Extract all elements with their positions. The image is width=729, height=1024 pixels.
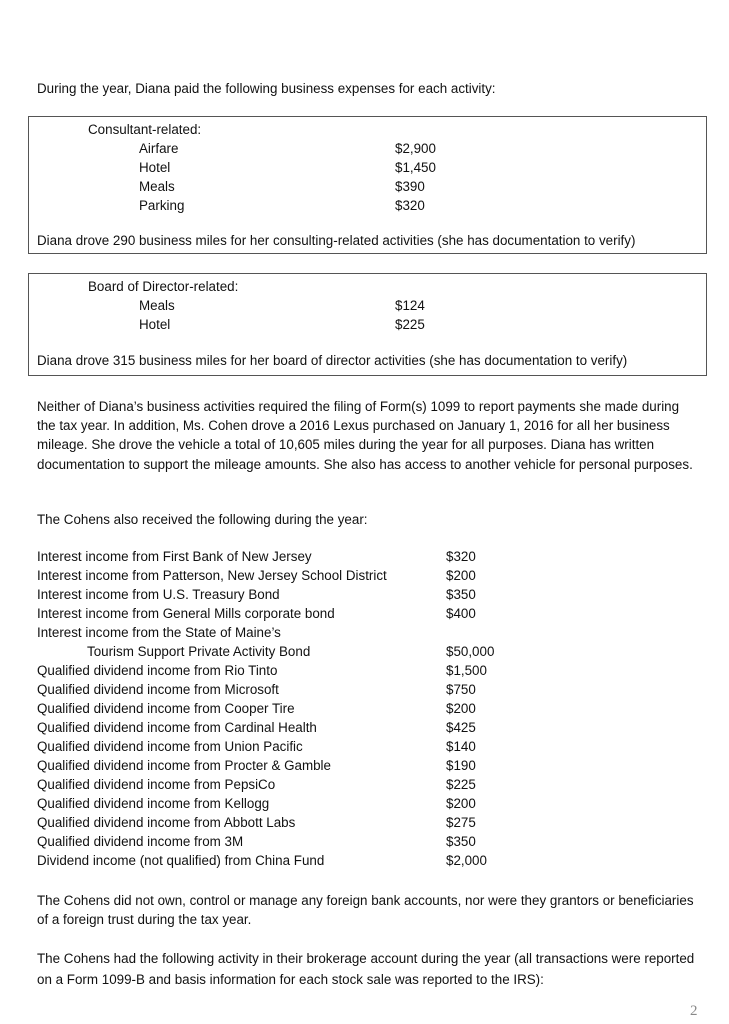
income-label: Dividend income (not qualified) from China Fund <box>37 853 325 868</box>
expense-row <box>29 141 706 160</box>
income-amount: $350 <box>446 587 476 602</box>
income-row <box>37 549 557 568</box>
page-number: 2 <box>690 1003 698 1019</box>
income-row <box>37 758 557 777</box>
expense-amount: $390 <box>395 179 425 194</box>
expense-amount: $1,450 <box>395 160 436 175</box>
expense-row <box>29 317 706 336</box>
income-row <box>37 663 557 682</box>
income-label: Tourism Support Private Activity Bond <box>87 644 311 659</box>
expense-row <box>29 179 706 198</box>
income-amount: $190 <box>446 758 476 773</box>
income-label: Qualified dividend income from Abbott Labs <box>37 815 296 830</box>
income-amount: $140 <box>446 739 476 754</box>
income-row <box>37 739 557 758</box>
board-expenses-box <box>28 273 707 376</box>
income-amount: $320 <box>446 549 476 564</box>
income-amount: $200 <box>446 796 476 811</box>
income-row <box>37 815 557 834</box>
income-row <box>37 625 557 644</box>
income-label: Qualified dividend income from Kellogg <box>37 796 270 811</box>
board-mileage-note: Diana drove 315 business miles for her board of director activities (she has documentation to verify) <box>37 353 628 368</box>
income-row <box>37 644 557 663</box>
expense-amount: $320 <box>395 198 425 213</box>
income-amount: $750 <box>446 682 476 697</box>
income-amount: $200 <box>446 701 476 716</box>
income-label: Interest income from First Bank of New Jersey <box>37 549 312 564</box>
income-label: Qualified dividend income from Microsoft <box>37 682 279 697</box>
income-label: Qualified dividend income from Rio Tinto <box>37 663 278 678</box>
expense-label: Hotel <box>139 160 171 175</box>
income-label: Qualified dividend income from PepsiCo <box>37 777 276 792</box>
income-label: Interest income from the State of Maine’s <box>37 625 281 640</box>
income-row <box>37 568 557 587</box>
expense-label: Meals <box>139 298 175 313</box>
income-amount: $275 <box>446 815 476 830</box>
expense-row <box>29 298 706 317</box>
income-amount: $2,000 <box>446 853 487 868</box>
expense-row <box>29 198 706 217</box>
income-amount: $1,500 <box>446 663 487 678</box>
income-row <box>37 682 557 701</box>
income-row <box>37 606 557 625</box>
expense-amount: $2,900 <box>395 141 436 156</box>
income-row <box>37 777 557 796</box>
income-row <box>37 834 557 853</box>
income-row <box>37 720 557 739</box>
income-label: Interest income from U.S. Treasury Bond <box>37 587 280 602</box>
income-amount: $225 <box>446 777 476 792</box>
income-amount: $400 <box>446 606 476 621</box>
income-amount: $350 <box>446 834 476 849</box>
income-label: Interest income from General Mills corporate bond <box>37 606 335 621</box>
income-label: Qualified dividend income from Procter & Gamble <box>37 758 331 773</box>
expense-row <box>29 160 706 179</box>
expense-label: Meals <box>139 179 175 194</box>
expense-amount: $124 <box>395 298 425 313</box>
income-label: Qualified dividend income from Cooper Tire <box>37 701 295 716</box>
expense-amount: $225 <box>395 317 425 332</box>
income-amount: $50,000 <box>446 644 495 659</box>
income-row <box>37 853 557 872</box>
income-row <box>37 701 557 720</box>
brokerage-paragraph: The Cohens had the following activity in their brokerage account during the year (all transactions were reported on a Form 1099-B and basis information for each stock sale was reported to the IRS): <box>37 951 695 987</box>
income-row <box>37 587 557 606</box>
income-amount: $425 <box>446 720 476 735</box>
income-label: Qualified dividend income from Union Pacific <box>37 739 303 754</box>
received-intro: The Cohens also received the following during the year: <box>37 512 368 527</box>
income-amount: $200 <box>446 568 476 583</box>
consultant-expenses-box <box>28 116 707 254</box>
consultant-heading: Consultant-related: <box>88 122 202 137</box>
foreign-accounts-paragraph: The Cohens did not own, control or manage any foreign bank accounts, nor were they grantors or beneficiaries of a foreign trust during the tax year. <box>37 893 694 928</box>
income-label: Interest income from Patterson, New Jersey School District <box>37 568 387 583</box>
income-row <box>37 796 557 815</box>
board-heading: Board of Director-related: <box>88 279 239 294</box>
expense-label: Airfare <box>139 141 179 156</box>
intro-text: During the year, Diana paid the following business expenses for each activity: <box>37 81 496 96</box>
income-label: Qualified dividend income from Cardinal Health <box>37 720 317 735</box>
expense-label: Hotel <box>139 317 171 332</box>
vehicle-paragraph: Neither of Diana’s business activities required the filing of Form(s) 1099 to report payments she made during the tax year. In addition, Ms. Cohen drove a 2016 Lexus purchased on January 1, 2016 for all her business mileage. She drove the vehicle a total of 10,605 miles during the year for all purposes. Diana has written documentation to support the mileage amounts. She also has access to another vehicle for personal purposes. <box>37 399 693 472</box>
income-label: Qualified dividend income from 3M <box>37 834 244 849</box>
consultant-mileage-note: Diana drove 290 business miles for her consulting-related activities (she has documentation to verify) <box>37 233 636 248</box>
expense-label: Parking <box>139 198 185 213</box>
